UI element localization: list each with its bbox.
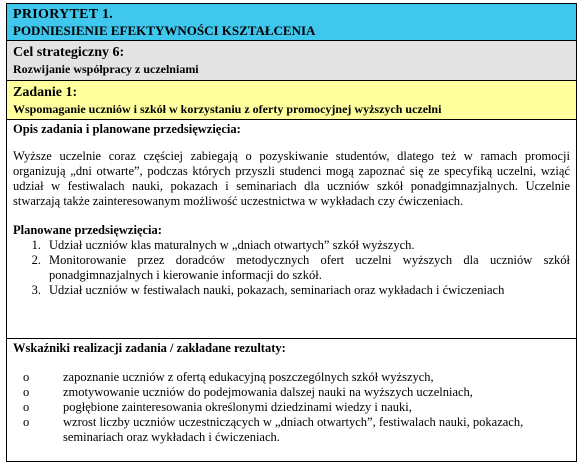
list-text: wzrost liczby uczniów uczestniczących w „dniach otwartych”, festiwalach nauki, pokazach, seminariach oraz wykładach i ćwiczeniach.	[63, 415, 524, 444]
list-text: Udział uczniów w festiwalach nauki, pokazach, seminariach oraz wykładach i ćwiczeniach	[49, 283, 505, 297]
strategic-goal-subtitle: Rozwijanie współpracy z uczelniami	[13, 62, 199, 76]
task-subtitle: Wspomaganie uczniów i szkół w korzystaniu z oferty promocyjnej wyższych uczelni	[13, 102, 442, 116]
bullet-icon: o	[23, 400, 30, 414]
priority-header	[7, 4, 576, 41]
task-description-section	[7, 120, 576, 339]
list-item	[13, 400, 570, 415]
list-text: Monitorowanie przez doradców metodycznych ofert uczelni wyższych dla uczniów szkół ponadgimnazjalnych i kierowanie informacji do szkół.	[49, 253, 570, 282]
list-item	[13, 415, 570, 445]
strategic-goal-header	[7, 41, 576, 81]
list-number: 1.	[31, 238, 41, 252]
list-number: 3.	[31, 283, 41, 297]
description-paragraph: Wyższe uczelnie coraz częściej zabiegają o pozyskiwanie studentów, dlatego też w ramach promocji organizują „dni otwarte”, podczas których przyszli studenci mogą zapoznać się ze specyfiką uczelni, wziąć udział w festiwalach nauki, pokazach i seminariach dla uczniów szkół ponadgimnazjalnych. Uczelnie stwarzają także zainteresowanym możliwość uczestnictwa w wykładach czy ćwiczeniach.	[13, 149, 570, 208]
strategic-goal-title: Cel strategiczny 6:	[13, 45, 125, 60]
document-table	[6, 3, 577, 462]
list-text: zmotywowanie uczniów do podejmowania dalszej nauki na wyższych uczelniach,	[63, 385, 473, 399]
list-item	[13, 385, 570, 400]
indicators-heading: Wskaźniki realizacji zadania / zakładane rezultaty:	[13, 341, 286, 355]
bullet-icon: o	[23, 370, 30, 384]
list-text: zapoznanie uczniów z ofertą edukacyjną poszczególnych szkół wyższych,	[63, 370, 434, 384]
description-heading: Opis zadania i planowane przedsięwzięcia:	[13, 122, 241, 136]
list-item	[13, 283, 570, 298]
list-item	[13, 253, 570, 283]
indicators-section	[7, 339, 576, 445]
list-item	[13, 238, 570, 253]
list-text: pogłębione zainteresowania określonymi dziedzinami wiedzy i nauki,	[63, 400, 412, 414]
indicators-list	[13, 370, 570, 445]
planned-heading: Planowane przedsięwzięcia:	[13, 223, 162, 237]
list-text: Udział uczniów klas maturalnych w „dniach otwartych” szkół wyższych.	[49, 238, 415, 252]
task-title: Zadanie 1:	[13, 85, 78, 100]
priority-title: PRIORYTET 1.	[13, 7, 114, 22]
priority-subtitle: PODNIESIENIE EFEKTYWNOŚCI KSZTAŁCENIA	[13, 23, 316, 38]
bullet-icon: o	[23, 415, 30, 429]
list-number: 2.	[31, 253, 41, 267]
bullet-icon: o	[23, 385, 30, 399]
task-header	[7, 81, 576, 120]
planned-list	[13, 238, 570, 298]
list-item	[13, 370, 570, 385]
